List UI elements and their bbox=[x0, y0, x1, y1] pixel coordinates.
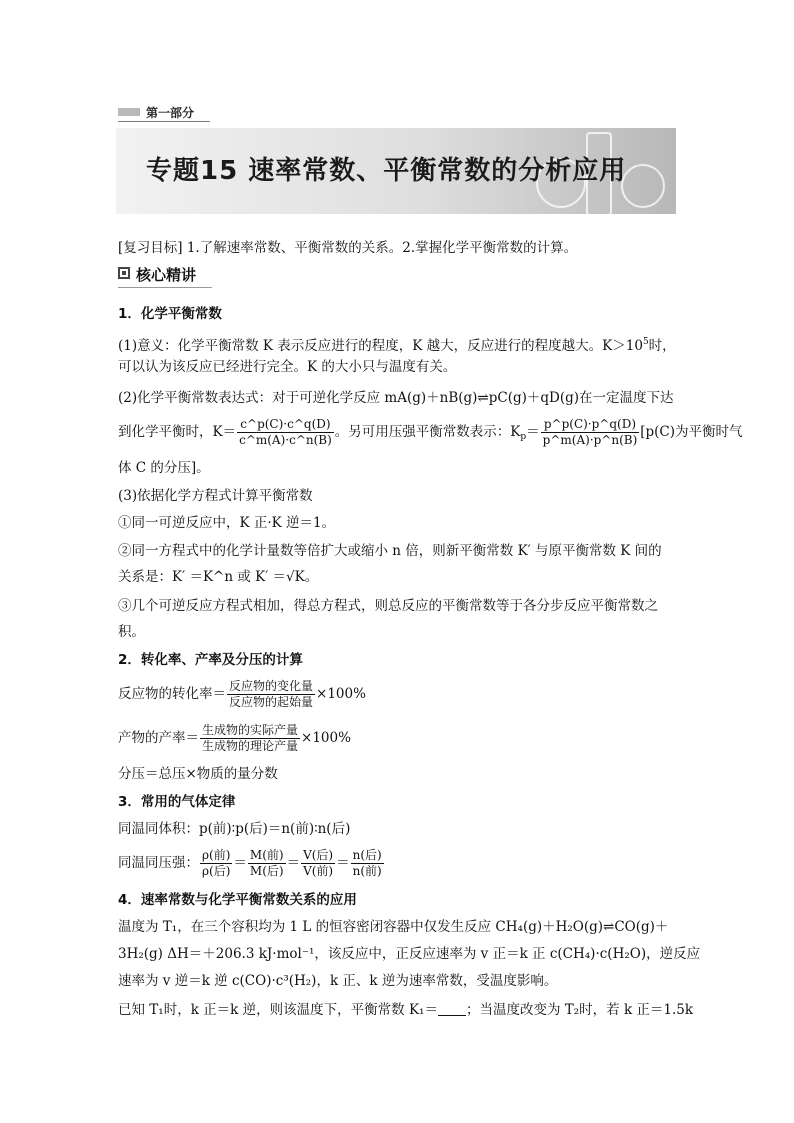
gas-law-2-label: 同温同压强： bbox=[118, 855, 199, 871]
core-header-underline bbox=[118, 287, 212, 288]
s1-c2-line2: 关系是：K′ ＝K^n 或 K′ ＝√K。 bbox=[118, 569, 319, 585]
molar-mass-numerator: M(前) bbox=[249, 848, 284, 862]
kp-subscript: p bbox=[520, 432, 527, 442]
gas-law-1: 同温同体积：p(前)∶p(后)＝n(前)∶n(后) bbox=[118, 821, 351, 837]
conversion-denominator: 反应物的起始量 bbox=[229, 695, 314, 709]
s4-line4 bbox=[118, 1000, 693, 1020]
density-numerator: ρ(前) bbox=[202, 848, 231, 862]
conversion-label: 反应物的转化率＝ bbox=[118, 686, 226, 702]
volume-denominator: V(前) bbox=[303, 864, 334, 878]
s4-question-b: ；当温度改变为 T₂时，若 k 正＝1.5k bbox=[465, 1002, 694, 1018]
s1-p1-line1 bbox=[118, 332, 676, 356]
molar-mass-fraction bbox=[248, 848, 286, 879]
s1-p1-sup: 5 bbox=[642, 337, 649, 347]
s1-p3: (3)依据化学方程式计算平衡常数 bbox=[118, 488, 313, 504]
s1-p2-line2 bbox=[118, 414, 743, 455]
s4-line2: 3H₂(g) ΔH＝＋206.3 kJ·mol⁻¹，该反应中，正反应速率为 v 正＝k 正 c(CH₄)·c(H₂O)，逆反应 bbox=[118, 946, 701, 962]
s4-question-a: 已知 T₁时，k 正＝k 逆，则该温度下，平衡常数 K₁＝ bbox=[118, 1002, 438, 1018]
s1-p1-line2: 可以认为该反应已经进行完全。K 的大小只与温度有关。 bbox=[118, 359, 457, 375]
s1-c1: ①同一可逆反应中，K 正·K 逆＝1。 bbox=[118, 515, 336, 531]
answer-blank[interactable] bbox=[438, 1003, 466, 1016]
s4-line1: 温度为 T₁，在三个容积均为 1 L 的恒容密闭容器中仅发生反应 CH₄(g)＋H₂O(g)⇌CO(g)＋ bbox=[118, 919, 669, 935]
k-numerator: c^p(C)·c^q(D) bbox=[237, 417, 334, 433]
part-underline bbox=[118, 121, 210, 122]
volume-fraction bbox=[301, 848, 335, 879]
kp-note: [p(C)为平衡时气 bbox=[640, 424, 743, 440]
moles-fraction bbox=[351, 848, 384, 879]
review-goal: [复习目标] 1.了解速率常数、平衡常数的关系。2.掌握化学平衡常数的计算。 bbox=[118, 240, 578, 256]
s1-c3-line2: 积。 bbox=[118, 624, 145, 640]
section-3-title: 3．常用的气体定律 bbox=[118, 794, 236, 810]
volume-numerator: V(后) bbox=[303, 848, 334, 862]
equals-sign: ＝ bbox=[336, 855, 350, 871]
s4-line3: 速率为 v 逆＝k 逆 c(CO)·c³(H₂)，k 正、k 逆为速率常数，受温度影响。 bbox=[118, 973, 558, 989]
gas-law-2 bbox=[118, 843, 385, 883]
equals-sign: ＝ bbox=[233, 855, 247, 871]
s1-p1-end: 时， bbox=[648, 338, 676, 354]
yield-denominator: 生成物的理论产量 bbox=[202, 739, 299, 753]
section-icon bbox=[118, 267, 130, 279]
kp-fraction bbox=[541, 417, 640, 448]
section-1-title: 1．化学平衡常数 bbox=[118, 306, 222, 322]
moles-denominator: n(前) bbox=[352, 864, 382, 878]
partial-pressure: 分压＝总压×物质的量分数 bbox=[118, 766, 278, 782]
part-label: 第一部分 bbox=[146, 106, 195, 120]
part-marker bbox=[118, 108, 140, 116]
density-denominator: ρ(后) bbox=[202, 864, 231, 878]
flask-decoration bbox=[621, 164, 665, 208]
s1-p1-text: (1)意义：化学平衡常数 K 表示反应进行的程度，K 越大，反应进行的程度越大。K＞10 bbox=[118, 338, 643, 354]
section-2-title: 2．转化率、产率及分压的计算 bbox=[118, 652, 303, 668]
part-label-bar bbox=[118, 104, 210, 122]
page-title: 专题15 速率常数、平衡常数的分析应用 bbox=[146, 156, 627, 186]
yield-formula bbox=[118, 718, 351, 758]
kp-equals: ＝ bbox=[526, 424, 540, 440]
conversion-tail: ×100% bbox=[316, 686, 366, 702]
conversion-fraction bbox=[227, 679, 315, 710]
kp-numerator: p^p(C)·p^q(D) bbox=[541, 417, 640, 433]
conversion-numerator: 反应物的变化量 bbox=[229, 679, 314, 693]
conversion-formula bbox=[118, 674, 366, 714]
yield-numerator: 生成物的实际产量 bbox=[202, 723, 299, 737]
equals-sign: ＝ bbox=[286, 855, 301, 871]
s1-c3-line1: ③几个可逆反应方程式相加，得总方程式，则总反应的平衡常数等于各分步反应平衡常数之 bbox=[118, 598, 658, 614]
s1-p2-line1: (2)化学平衡常数表达式：对于可逆化学反应 mA(g)＋nB(g)⇌pC(g)＋qD(g)在一定温度下达 bbox=[118, 390, 674, 406]
k-label: 到化学平衡时，K＝ bbox=[118, 424, 237, 440]
section-4-title: 4．速率常数与化学平衡常数关系的应用 bbox=[118, 892, 357, 908]
k-fraction bbox=[237, 417, 334, 448]
yield-tail: ×100% bbox=[301, 730, 351, 746]
moles-numerator: n(后) bbox=[352, 848, 382, 862]
kp-denominator: p^m(A)·p^n(B) bbox=[542, 433, 638, 447]
yield-fraction bbox=[200, 723, 300, 754]
kp-label: 。另可用压强平衡常数表示：K bbox=[334, 424, 521, 440]
s1-c2-line1: ②同一方程式中的化学计量数等倍扩大或缩小 n 倍，则新平衡常数 K′ 与原平衡常数 K 间的 bbox=[118, 543, 662, 559]
title-banner bbox=[116, 128, 676, 214]
density-fraction bbox=[200, 848, 232, 879]
k-denominator: c^m(A)·c^n(B) bbox=[239, 433, 332, 447]
molar-mass-denominator: M(后) bbox=[249, 864, 284, 878]
yield-label: 产物的产率＝ bbox=[118, 730, 199, 746]
s1-p2-line3: 体 C 的分压]。 bbox=[118, 460, 210, 476]
core-header: 核心精讲 bbox=[136, 266, 197, 284]
